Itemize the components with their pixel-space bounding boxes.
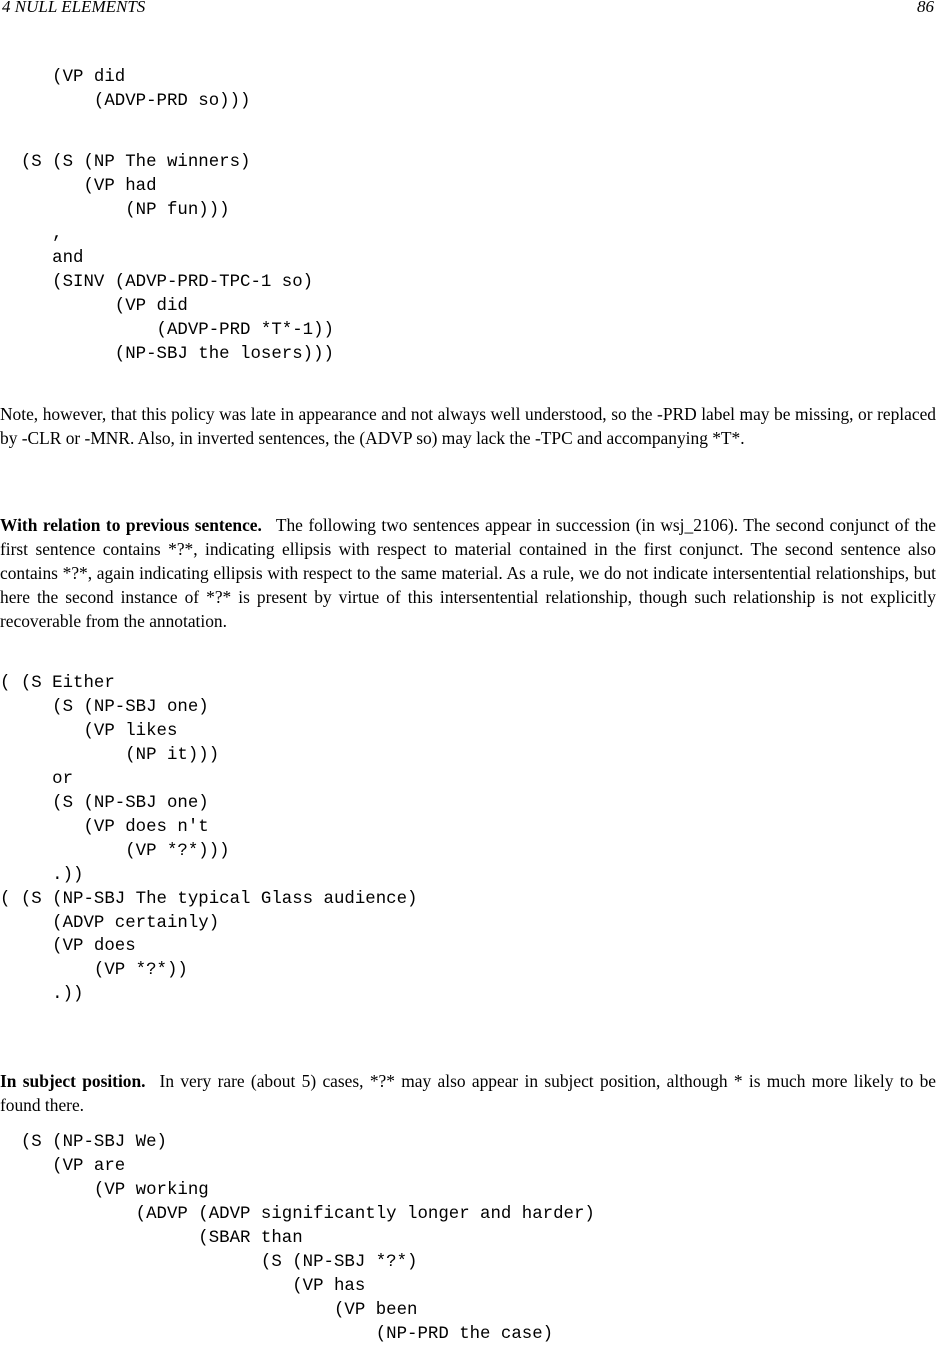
section-text-previous-sentence: The following two sentences appear in succession (in wsj_2106). The second conjunct of the first sentence contains *?*, indicating ellipsis with respect to material contained in the first conjunct. The second sentence also contains *?*, again indicating ellipsis with respect to the same material. As a rule, we do not indicate intersentential relationships, but here the second instance of *?* is present by virtue of this intersentential relationship, though such relationship is not explicitly recoverable from the annotation. xyxy=(0,515,936,631)
section-heading-subject-position: In subject position. xyxy=(0,1071,146,1091)
code-block-we-are-working: (S (NP-SBJ We) (VP are (VP working (ADVP (ADVP significantly longer and harder) (SBAR than (S (NP-SBJ *?*) (VP has (VP been (NP-PRD the case) xyxy=(20,1133,595,1344)
section-text-subject-position: In very rare (about 5) cases, *?* may also appear in subject position, although * is much more likely to be found there. xyxy=(0,1071,936,1115)
section-heading-previous-sentence: With relation to previous sentence. xyxy=(0,515,262,535)
running-header-section: 4 NULL ELEMENTS xyxy=(2,0,146,16)
code-block-winners-losers: (S (S (NP The winners) (VP had (NP fun))) , and (SINV (ADVP-PRD-TPC-1 so) (VP did (ADVP-PRD *T*-1)) (NP-SBJ the losers))) xyxy=(20,153,334,364)
section-previous-sentence-paragraph xyxy=(0,514,936,634)
note-paragraph: Note, however, that this policy was late in appearance and not always well understood, so the -PRD label may be missing, or replaced by -CLR or -MNR. Also, in inverted sentences, the (ADVP so) may lack the -TPC and accompanying *T*. xyxy=(0,404,936,448)
page-number: 86 xyxy=(917,0,934,16)
section-subject-position-paragraph xyxy=(0,1070,936,1118)
code-block-vp-did-so: (VP did (ADVP-PRD so))) xyxy=(52,68,251,111)
code-block-either-glass-audience: ( (S Either (S (NP-SBJ one) (VP likes (NP it))) or (S (NP-SBJ one) (VP does n't (VP *?*))) .)) ( (S (NP-SBJ The typical Glass audience) (ADVP certainly) (VP does (VP *?*)) .)) xyxy=(0,674,418,1005)
